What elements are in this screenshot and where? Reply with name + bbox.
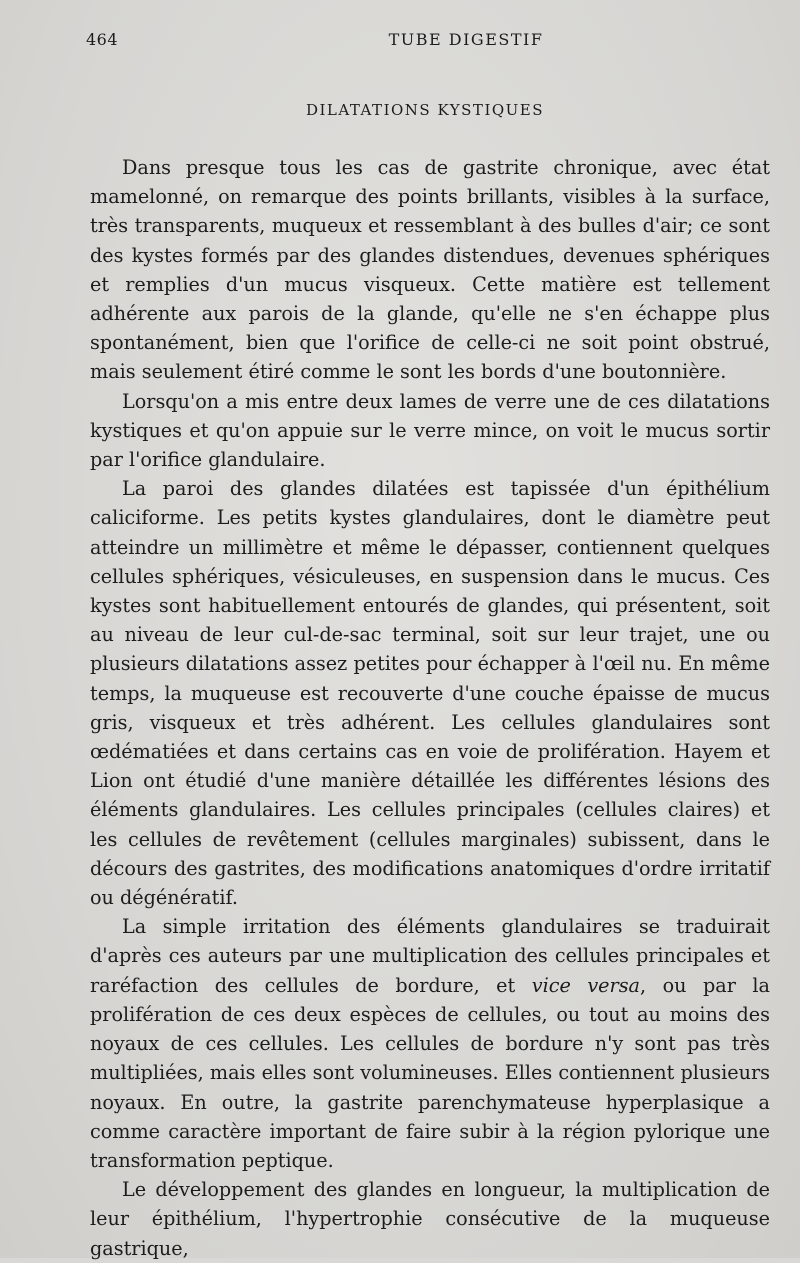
paragraph-1: Dans presque tous les cas de gastrite chronique, avec état mamelonné, on remarque des points brillants, visibles à la surface, très transparents, muqueux et ressemblant à des bulles d'air; ce sont des kystes formés par des glandes distendues, devenues sphériques et remplies d'un mucus visqueux. Cette matière est tellement adhérente aux parois de la glande, qu'elle ne s'en échappe plus spontanément, bien que l'orifice de celle-ci ne soit point obstrué, mais seulement étiré comme le sont les bords d'une boutonnière.	[90, 156, 770, 384]
paragraph-2: Lorsqu'on a mis entre deux lames de verre une de ces dilatations kystiques et qu'on appuie sur le verre mince, on voit le mucus sortir par l'orifice glandulaire.	[90, 389, 770, 472]
running-title: TUBE DIGESTIF	[388, 30, 544, 49]
section-title: DILATATIONS KYSTIQUES	[305, 101, 545, 119]
paragraph-4-text-end: , ou par la prolifération de ces deux espèces de cellules, ou tout au moins des noyaux de ces cellules. Les cellules de bordure n'y sont pas très multipliées, mais elles sont volumineuses. Elles contiennent plusieurs noyaux. En outre, la gastrite parenchymateuse hyperplasique a comme caractère important de faire subir à la région pylorique une transformation peptique.	[90, 973, 770, 1172]
paragraph-5: Le développement des glandes en longueur, la multiplication de leur épithélium, l'hypertrophie consécutive de la muqueuse gastrique,	[90, 1178, 770, 1260]
paragraph-4	[90, 912, 770, 1175]
paragraph-4-text-start: La simple irritation des éléments glandulaires se traduirait d'après ces auteurs par une multiplication des cellules principales et raréfaction des cellules de bordure, et	[90, 915, 770, 997]
page-number: 464	[86, 30, 119, 49]
paragraph-4-italic-phrase: vice versa	[531, 973, 640, 997]
paragraph-3: La paroi des glandes dilatées est tapissée d'un épithélium caliciforme. Les petits kystes glandulaires, dont le diamètre peut atteindre un millimètre et même le dépasser, contiennent quelques cellules sphériques, vésiculeuses, en suspension dans le mucus. Ces kystes sont habituellement entourés de glandes, qui présentent, soit au niveau de leur cul-de-sac terminal, soit sur leur trajet, une ou plusieurs dilatations assez petites pour échapper à l'œil nu. En même temps, la muqueuse est recouverte d'une couche épaisse de mucus gris, visqueux et très adhérent. Les cellules glandulaires sont œdématiées et dans certains cas en voie de prolifération. Hayem et Lion ont étudié d'une manière détaillée les différentes lésions des éléments glandulaires. Les cellules principales (cellules claires) et les cellules de revêtement (cellules marginales) subissent, dans le décours des gastrites, des modifications anatomiques d'ordre irritatif ou dégénératif.	[90, 477, 770, 910]
page-header	[86, 30, 776, 56]
body-text	[90, 153, 770, 1263]
